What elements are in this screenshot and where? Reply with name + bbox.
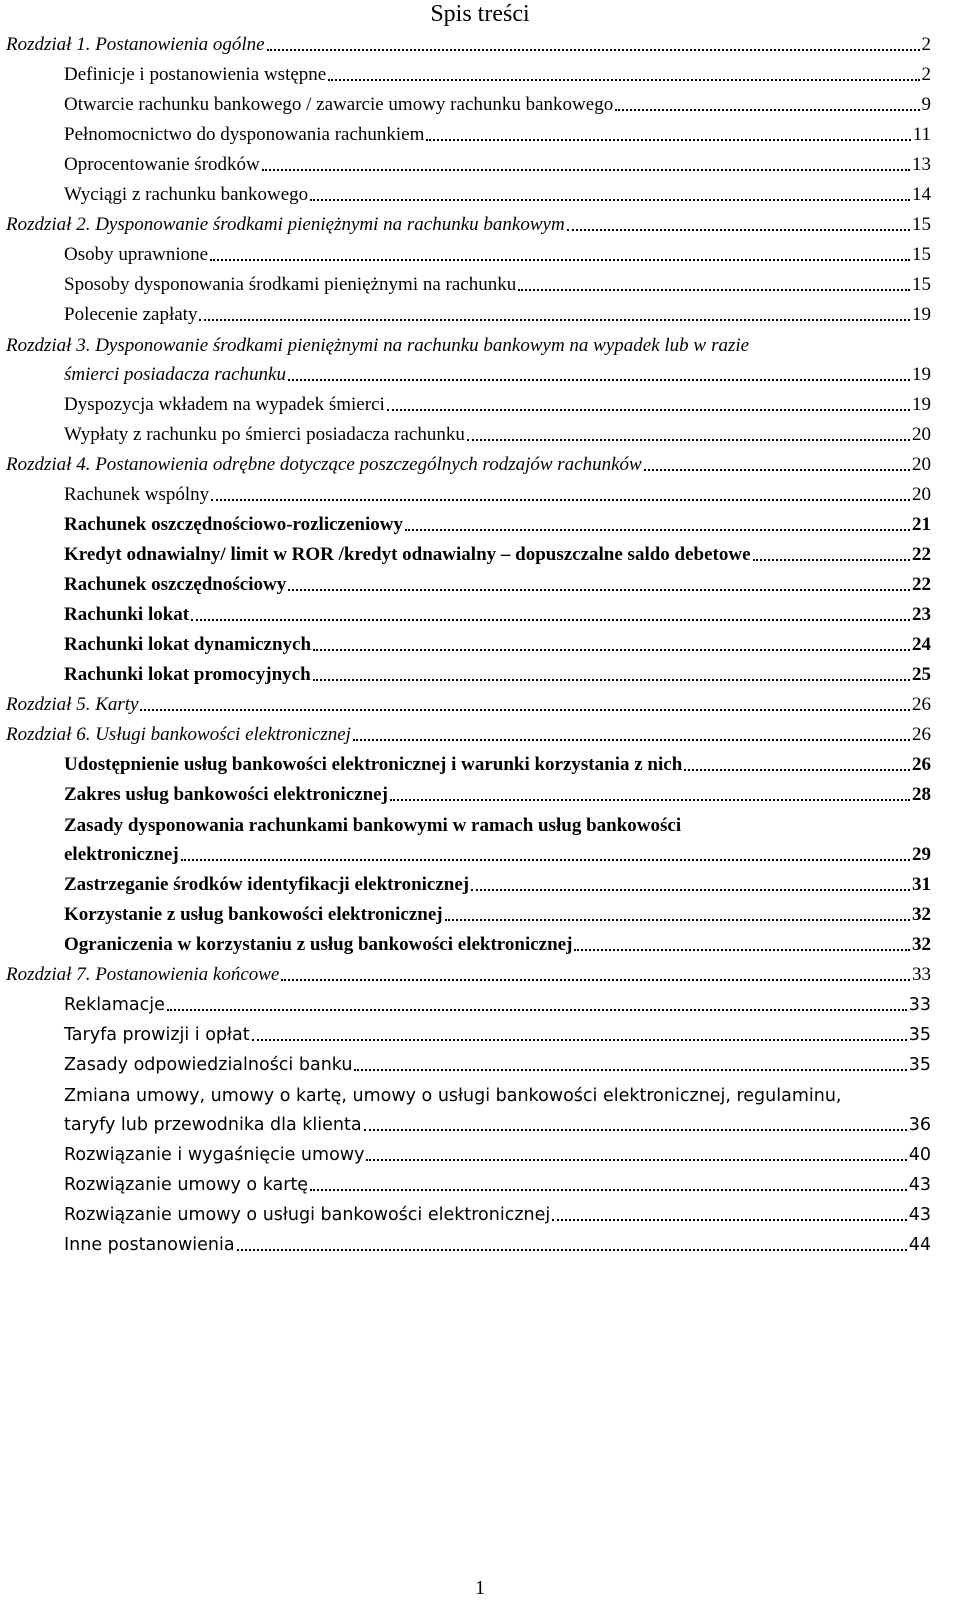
toc-section-entry[interactable] [6,1080,931,1140]
dot-leader [310,1189,907,1191]
toc-page-number: 22 [912,574,931,595]
toc-section-entry[interactable] [6,990,931,1020]
dot-leader [552,1219,906,1221]
toc-entry-text-tail: razie [711,335,750,356]
toc-page-number: 31 [912,874,931,895]
toc-page-number: 19 [912,394,931,415]
toc-section-entry[interactable] [6,180,931,210]
toc-entry-text: Rozwiązanie umowy o kartę [64,1175,309,1195]
toc-entry-text: Pełnomocnictwo do dysponowania rachunkiem [64,124,425,145]
toc-section-entry[interactable] [6,900,931,930]
toc-chapter-entry[interactable] [6,210,931,240]
toc-page-number: 20 [912,484,931,505]
toc-entry-text-line1: Zasady dysponowania rachunkami bankowymi w ramach usług bankowości [64,815,682,836]
toc-page-number: 33 [908,995,931,1015]
dot-leader [366,1159,906,1161]
toc-section-entry[interactable] [6,270,931,300]
toc-entry-text: Oprocentowanie środków [64,154,260,175]
toc-section-entry[interactable] [6,870,931,900]
toc-section-entry[interactable] [6,1200,931,1230]
toc-section-entry[interactable] [6,600,931,630]
toc-entry-text: Rachunki lokat [64,604,190,625]
toc-chapter-entry[interactable] [6,720,931,750]
toc-section-entry[interactable] [6,1020,931,1050]
toc-entry-text: Polecenie zapłaty [64,304,198,325]
toc-page-number: 35 [908,1025,931,1045]
dot-leader [354,1069,906,1071]
toc-entry-text: Rozdział 1. Postanowienia ogólne [6,34,265,55]
dot-leader [313,649,910,651]
toc-section-entry[interactable] [6,390,931,420]
toc-page-number: 21 [912,514,931,535]
toc-section-entry[interactable] [6,510,931,540]
toc-page-number: 14 [912,184,931,205]
toc-page-number: 23 [912,604,931,625]
toc-chapter-entry[interactable] [6,330,931,390]
toc-section-entry[interactable] [6,780,931,810]
toc-entry-text: Wyciągi z rachunku bankowego [64,184,309,205]
toc-entry-text: Rozdział 2. Dysponowanie środkami pieniężnymi na rachunku bankowym [6,214,565,235]
toc-entry-text: Rozdział 5. Karty [6,694,139,715]
toc-entry-text: Korzystanie z usług bankowości elektronicznej [64,904,443,925]
dot-leader [281,979,910,981]
toc-entry-text: Rachunek oszczędnościowy [64,574,287,595]
dot-leader [518,289,910,291]
toc-entry-text: Sposoby dysponowania środkami pieniężnymi na rachunku [64,274,517,295]
toc-page-number: 29 [912,844,931,865]
toc-page-number: 35 [908,1055,931,1075]
toc-page-number: 32 [912,934,931,955]
toc-entry-text: Rachunki lokat promocyjnych [64,664,311,685]
dot-leader [181,859,910,861]
dot-leader [387,409,910,411]
toc-section-entry[interactable] [6,540,931,570]
toc-section-entry[interactable] [6,810,931,870]
toc-page-number: 44 [908,1235,931,1255]
toc-entry-text: Rachunki lokat dynamicznych [64,634,312,655]
toc-section-entry[interactable] [6,750,931,780]
toc-entry-text: Rachunek wspólny [64,484,210,505]
dot-leader [199,319,910,321]
dot-leader [353,739,910,741]
toc-page-number: 2 [921,34,931,55]
toc-entry-text: Zasady odpowiedzialności banku [64,1055,353,1075]
toc-entry-text: Dyspozycja wkładem na wypadek śmierci [64,394,385,415]
toc-entry-text: Wypłaty z rachunku po śmierci posiadacza rachunku [64,424,465,445]
toc-section-entry[interactable] [6,300,931,330]
dot-leader [753,559,910,561]
dot-leader [405,529,910,531]
toc-entry-text: elektronicznej [64,844,179,865]
toc-page-number: 26 [912,754,931,775]
toc-entry-text: taryfy lub przewodnika dla klienta [64,1115,362,1135]
dot-leader [684,769,910,771]
toc-section-entry[interactable] [6,1050,931,1080]
dot-leader [467,439,910,441]
toc-page-number: 25 [912,664,931,685]
toc-entry-text: Ograniczenia w korzystaniu z usług bankowości elektronicznej [64,934,573,955]
dot-leader [140,709,910,711]
dot-leader [210,259,910,261]
toc-section-entry[interactable] [6,930,931,960]
toc-entry-text: Rozdział 6. Usługi bankowości elektronicznej [6,724,351,745]
toc-entry-text: Taryfa prowizji i opłat [64,1025,250,1045]
toc-entry-text: Zakres usług bankowości elektronicznej [64,784,388,805]
dot-leader [191,619,910,621]
toc-section-entry[interactable] [6,570,931,600]
toc-chapter-entry[interactable] [6,960,931,990]
dot-leader [313,679,910,681]
toc-section-entry[interactable] [6,630,931,660]
toc-section-entry[interactable] [6,90,931,120]
toc-section-entry[interactable] [6,1230,931,1260]
toc-entry-text: Zastrzeganie środków identyfikacji elektronicznej [64,874,470,895]
toc-page-number: 24 [912,634,931,655]
toc-entry-text: Rachunek oszczędnościowo-rozliczeniowy [64,514,403,535]
toc-page-number: 43 [908,1205,931,1225]
toc-section-entry[interactable] [6,120,931,150]
dot-leader [211,499,910,501]
toc-page-number: 36 [908,1115,931,1135]
page-number: 1 [475,1577,485,1599]
toc-chapter-entry[interactable] [6,690,931,720]
toc-page-number: 19 [912,304,931,325]
dot-leader [364,1129,907,1131]
toc-entry-text: Rozwiązanie i wygaśnięcie umowy [64,1145,365,1165]
toc-page-number: 26 [912,694,931,715]
dot-leader [167,1009,907,1011]
toc-page-number: 15 [912,274,931,295]
toc-section-entry[interactable] [6,660,931,690]
toc-section-entry[interactable] [6,1140,931,1170]
dot-leader [390,799,910,801]
toc-section-entry[interactable] [6,480,931,510]
toc-entry-text: Rozdział 4. Postanowienia odrębne dotyczące poszczególnych rodzajów rachunków [6,454,642,475]
dot-leader [237,1249,907,1251]
toc-page-number: 28 [912,784,931,805]
toc-entry-text: Rozwiązanie umowy o usługi bankowości elektronicznej [64,1205,551,1225]
dot-leader [252,1039,907,1041]
toc-entry-text: Osoby uprawnione [64,244,209,265]
toc-section-entry[interactable] [6,150,931,180]
toc-entry-text: Reklamacje [64,995,165,1015]
toc-entry-text: Inne postanowienia [64,1235,235,1255]
toc-page-number: 20 [912,424,931,445]
toc-entry-text-line1: Zmiana umowy, umowy o kartę, umowy o usługi bankowości elektronicznej, regulaminu, [64,1086,842,1106]
toc-chapter-entry[interactable] [6,30,931,60]
toc-page-number: 13 [912,154,931,175]
dot-leader [267,49,920,51]
toc-entry-text: Rozdział 7. Postanowienia końcowe [6,964,280,985]
dot-leader [310,199,910,201]
toc-page-number: 32 [912,904,931,925]
dot-leader [567,229,910,231]
toc-entry-text-line1: Rozdział 3. Dysponowanie środkami pieniężnymi na rachunku bankowym na wypadek lub w [6,335,707,356]
toc-section-entry[interactable] [6,420,931,450]
toc-page-number: 9 [921,94,931,115]
toc-entry-text: Definicje i postanowienia wstępne [64,64,327,85]
toc-section-entry[interactable] [6,240,931,270]
dot-leader [288,379,910,381]
page-title: Spis treści [430,1,530,27]
dot-leader [288,589,910,591]
dot-leader [574,949,910,951]
toc-chapter-entry[interactable] [6,450,931,480]
toc-page-number: 26 [912,724,931,745]
toc-section-entry[interactable] [6,1170,931,1200]
toc-entry-text: Otwarcie rachunku bankowego / zawarcie umowy rachunku bankowego [64,94,614,115]
toc-entry-text: Kredyt odnawialny/ limit w ROR /kredyt odnawialny – dopuszczalne saldo debetowe [64,544,751,565]
dot-leader [262,169,910,171]
toc-page-number: 15 [912,214,931,235]
toc-page-number: 43 [908,1175,931,1195]
dot-leader [615,109,919,111]
toc-page-number: 2 [921,64,931,85]
dot-leader [644,469,910,471]
toc-page-number: 22 [912,544,931,565]
toc-page-number: 15 [912,244,931,265]
toc-page-number: 20 [912,454,931,475]
table-of-contents [6,30,931,1270]
toc-page-number: 33 [912,964,931,985]
toc-page-number: 19 [912,364,931,385]
toc-entry-text: śmierci posiadacza rachunku [64,364,286,385]
toc-entry-text: Udostępnienie usług bankowości elektronicznej i warunki korzystania z nich [64,754,683,775]
dot-leader [445,919,910,921]
dot-leader [471,889,910,891]
toc-section-entry[interactable] [6,60,931,90]
dot-leader [426,139,910,141]
toc-page-number: 40 [908,1145,931,1165]
dot-leader [328,79,919,81]
toc-page-number: 11 [912,124,931,145]
